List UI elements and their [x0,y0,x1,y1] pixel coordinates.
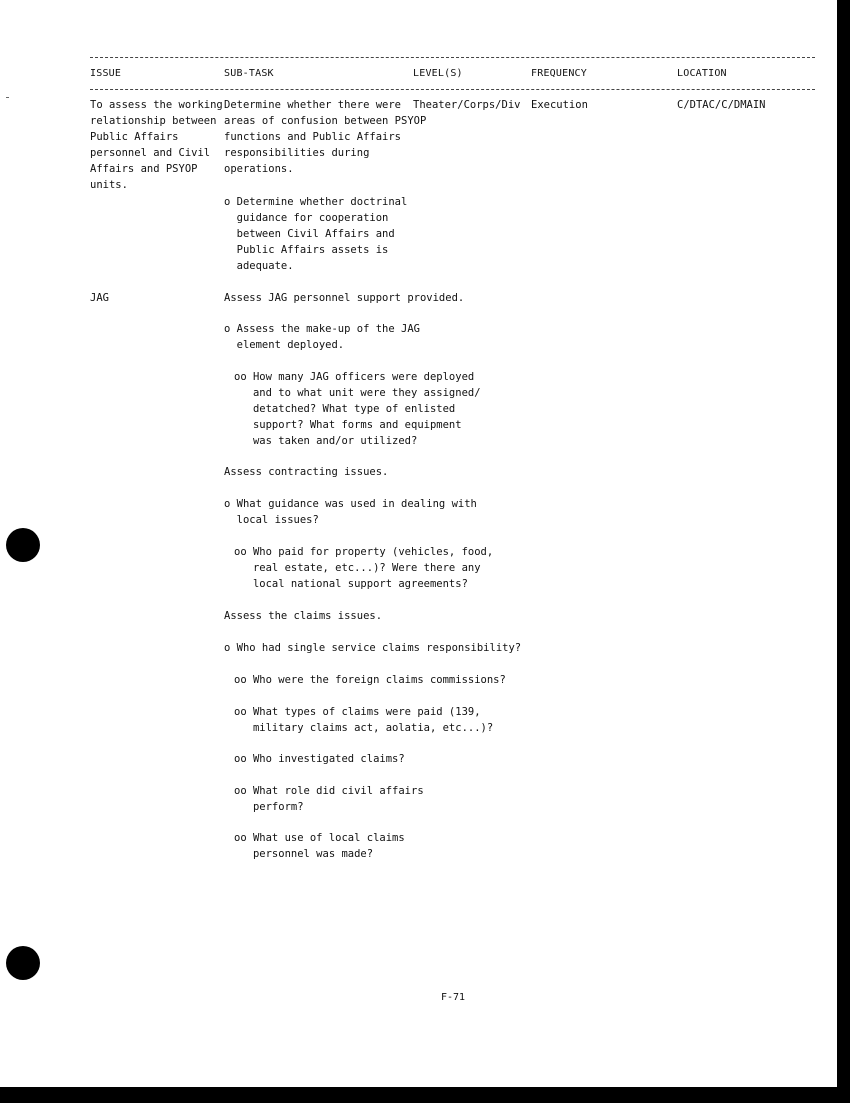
task-claims: Assess the claims issues. [224,610,383,622]
column-header-frequency: FREQUENCY [531,68,587,79]
subbullet-civil-affairs: oo What role did civil affairs perform? [234,785,424,813]
bullet-guidance: o What guidance was used in dealing with local issues? [224,498,477,526]
scan-edge-bottom [0,1087,850,1103]
frequency-value: Execution [531,99,588,111]
subbullet-local-personnel: oo What use of local claims personnel was made? [234,832,405,860]
subbullet-jag-officers: oo How many JAG officers were deployed and to what unit were they assigned/ detatched? What type of enlisted support? What forms and equipment was taken and/or utilized? [234,371,481,447]
bullet-doctrinal-guidance: o Determine whether doctrinal guidance for cooperation between Civil Affairs and Public Affairs assets is adequate. [224,196,408,272]
task-jag-support: Assess JAG personnel support provided. [224,292,465,304]
column-header-levels: LEVEL(S) [413,68,463,79]
location-value: C/DTAC/C/DMAIN [677,99,766,111]
header-top-rule [90,57,815,58]
margin-mark [6,97,9,98]
subbullet-property: oo Who paid for property (vehicles, food, real estate, etc...)? Were there any local national support agreements? [234,546,494,590]
column-header-location: LOCATION [677,68,727,79]
subbullet-foreign-claims: oo Who were the foreign claims commissions? [234,674,506,686]
issue-public-affairs: To assess the working relationship between Public Affairs personnel and Civil Affairs and PSYOP units. [90,99,223,191]
subtask-psyop-confusion: Determine whether there were areas of confusion between PSYOP functions and Public Affairs responsibilities during operations. [224,99,427,175]
column-header-subtask: SUB-TASK [224,68,274,79]
level-value: Theater/Corps/Div [413,99,521,111]
issue-jag: JAG [90,292,109,304]
punch-hole [6,528,40,562]
bullet-single-service: o Who had single service claims responsibility? [224,642,522,654]
scan-edge-right [837,0,850,1103]
task-contracting: Assess contracting issues. [224,466,389,478]
page-number: F-71 [441,992,466,1003]
punch-hole [6,946,40,980]
column-header-issue: ISSUE [90,68,122,79]
header-bottom-rule [90,89,815,90]
subbullet-investigated: oo Who investigated claims? [234,753,405,765]
subbullet-claim-types: oo What types of claims were paid (139, military claims act, aolatia, etc...)? [234,706,494,734]
bullet-jag-makeup: o Assess the make-up of the JAG element deployed. [224,323,420,351]
